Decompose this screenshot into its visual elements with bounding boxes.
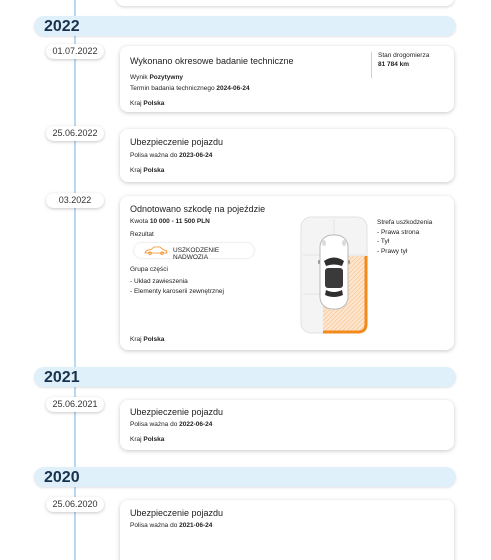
event-date: 25.06.2020 xyxy=(46,497,104,512)
parts-title: Grupa części xyxy=(130,266,168,273)
event-title: Ubezpieczenie pojazdu xyxy=(130,407,224,417)
year-header-2022 xyxy=(34,16,456,36)
car-top-view-icon xyxy=(318,235,350,309)
event-card-insurance xyxy=(120,500,454,560)
part-item: - Układ zawieszenia xyxy=(130,278,188,285)
zone-title: Strefa uszkodzenia xyxy=(377,219,433,226)
country-line: Kraj Polska xyxy=(130,336,165,343)
zone-item: - Prawa strona xyxy=(377,228,420,236)
odometer-label: Stan drogomierza xyxy=(378,52,430,59)
policy-line: Polisa ważna do 2022-06-24 xyxy=(130,421,213,428)
event-date: 25.06.2022 xyxy=(46,126,104,141)
year-header-2020 xyxy=(34,467,456,487)
zone-item: - Tył xyxy=(377,238,390,245)
event-title: Ubezpieczenie pojazdu xyxy=(130,137,224,147)
odometer-value: 81 784 km xyxy=(378,61,410,68)
country-line: Kraj Polska xyxy=(130,100,165,107)
year-label: 2020 xyxy=(44,469,80,486)
event-title: Ubezpieczenie pojazdu xyxy=(130,508,224,518)
country-line: Kraj Polska xyxy=(130,167,165,174)
event-card-damage xyxy=(120,196,454,350)
part-item: - Elementy karoserii zewnętrznej xyxy=(130,288,224,295)
zone-item: - Prawy tył xyxy=(377,247,408,255)
event-date: 25.06.2021 xyxy=(46,397,104,412)
event-title: Wykonano okresowe badanie techniczne xyxy=(130,56,294,66)
year-label: 2022 xyxy=(44,18,80,35)
odometer-block xyxy=(371,52,429,78)
damage-type-badge xyxy=(134,243,254,261)
event-card-insurance xyxy=(120,400,454,450)
policy-line: Polisa ważna do 2023-06-24 xyxy=(130,152,213,159)
event-date: 03.2022 xyxy=(46,193,104,208)
event-date: 01.07.2022 xyxy=(46,44,104,59)
damage-zone-list xyxy=(377,218,432,256)
policy-line: Polisa ważna do 2021-06-24 xyxy=(130,522,213,529)
result-line: Wynik Pozytywny xyxy=(130,74,184,81)
country-line: Kraj Polska xyxy=(130,436,165,443)
event-card-inspection xyxy=(120,46,454,112)
event-title: Odnotowano szkodę na pojeździe xyxy=(130,204,266,214)
car-outline-icon xyxy=(144,246,168,255)
year-header-2021 xyxy=(34,367,456,387)
event-card-insurance xyxy=(120,129,454,182)
badge-text: USZKODZENIE NADWOZIA xyxy=(173,247,220,261)
amount-line: Kwota 10 000 - 11 500 PLN xyxy=(130,218,210,225)
year-label: 2021 xyxy=(44,369,80,386)
next-inspection-line: Termin badania technicznego 2024-06-24 xyxy=(130,85,250,92)
result-label: Rezultat xyxy=(130,231,154,238)
damage-diagram xyxy=(300,216,368,334)
previous-event-card xyxy=(116,0,454,6)
